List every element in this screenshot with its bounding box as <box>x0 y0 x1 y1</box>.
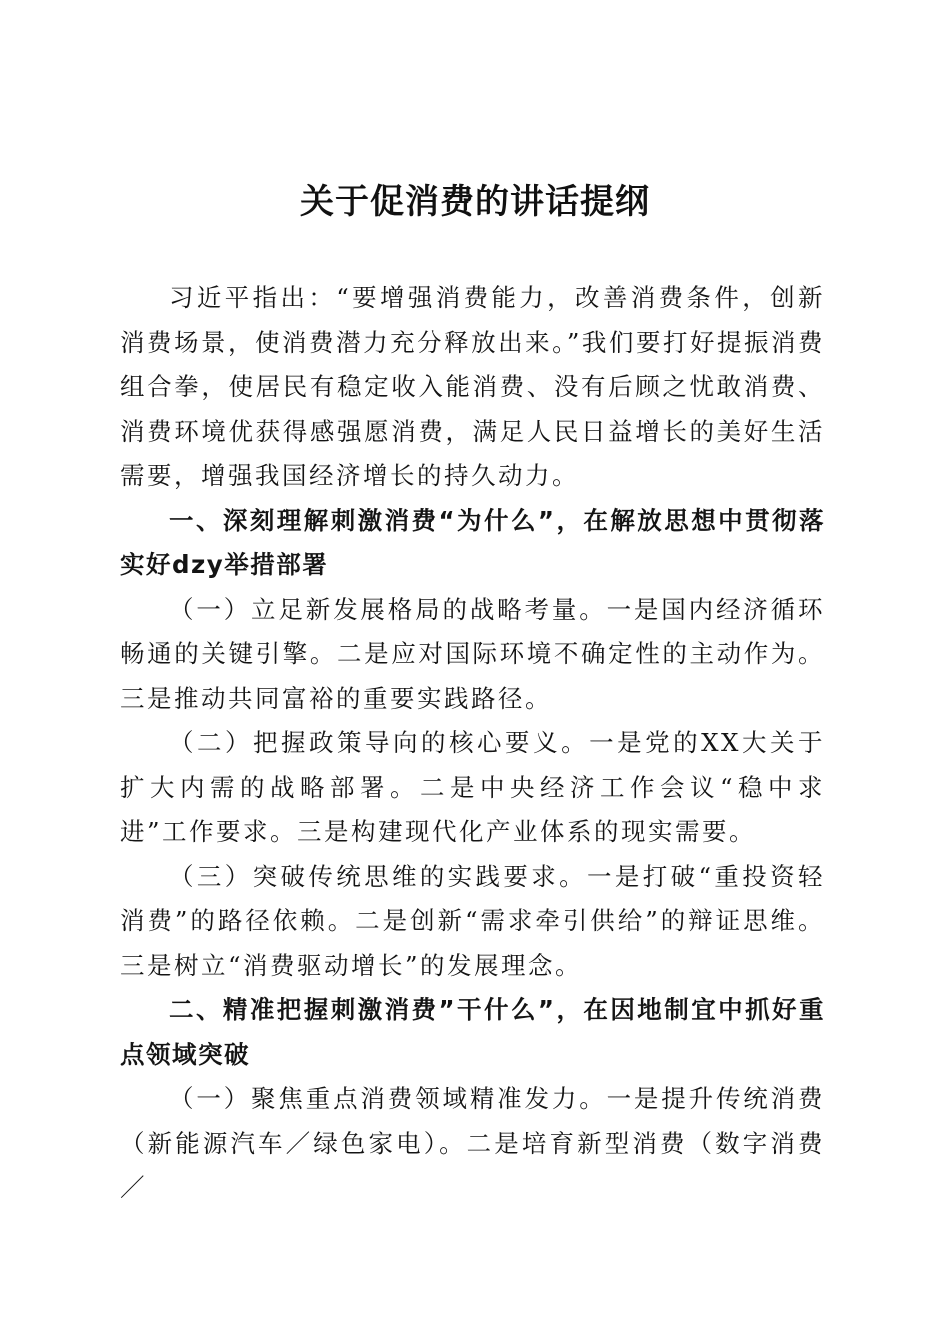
document-body <box>120 276 825 1211</box>
section-1-heading: 一、深刻理解刺激消费“为什么”，在解放思想中贯彻落实好dzy举措部署 <box>120 505 825 579</box>
section-2-heading: 二、精准把握刺激消费”干什么”，在因地制宜中抓好重点领域突破 <box>120 995 825 1069</box>
intro-paragraph: 习近平指出：“要增强消费能力，改善消费条件，创新消费场景，使消费潜力充分释放出来。”我们要打好提振消费组合拳，使居民有稳定收入能消费、没有后顾之忧敢消费、消费环境优获得感强愿消费，满足人民日益增长的美好生活需要，增强我国经济增长的持久动力。 <box>120 283 825 490</box>
section-1-point-3: （三）突破传统思维的实践要求。一是打破“重投资轻消费”的路径依赖。二是创新“需求牵引供给”的辩证思维。三是树立“消费驱动增长”的发展理念。 <box>120 861 825 980</box>
section-1-point-1: （一）立足新发展格局的战略考量。一是国内经济循环畅通的关键引擎。二是应对国际环境不确定性的主动作为。三是推动共同富裕的重要实践路径。 <box>120 594 825 713</box>
section-1-point-2: （二）把握政策导向的核心要义。一是党的XX大关于扩大内需的战略部署。二是中央经济工作会议“稳中求进”工作要求。三是构建现代化产业体系的现实需要。 <box>120 728 825 846</box>
section-2-point-1: （一）聚焦重点消费领域精准发力。一是提升传统消费（新能源汽车／绿色家电）。二是培育新型消费（数字消费／ <box>120 1084 825 1202</box>
document-title: 关于促消费的讲话提纲 <box>300 182 650 222</box>
